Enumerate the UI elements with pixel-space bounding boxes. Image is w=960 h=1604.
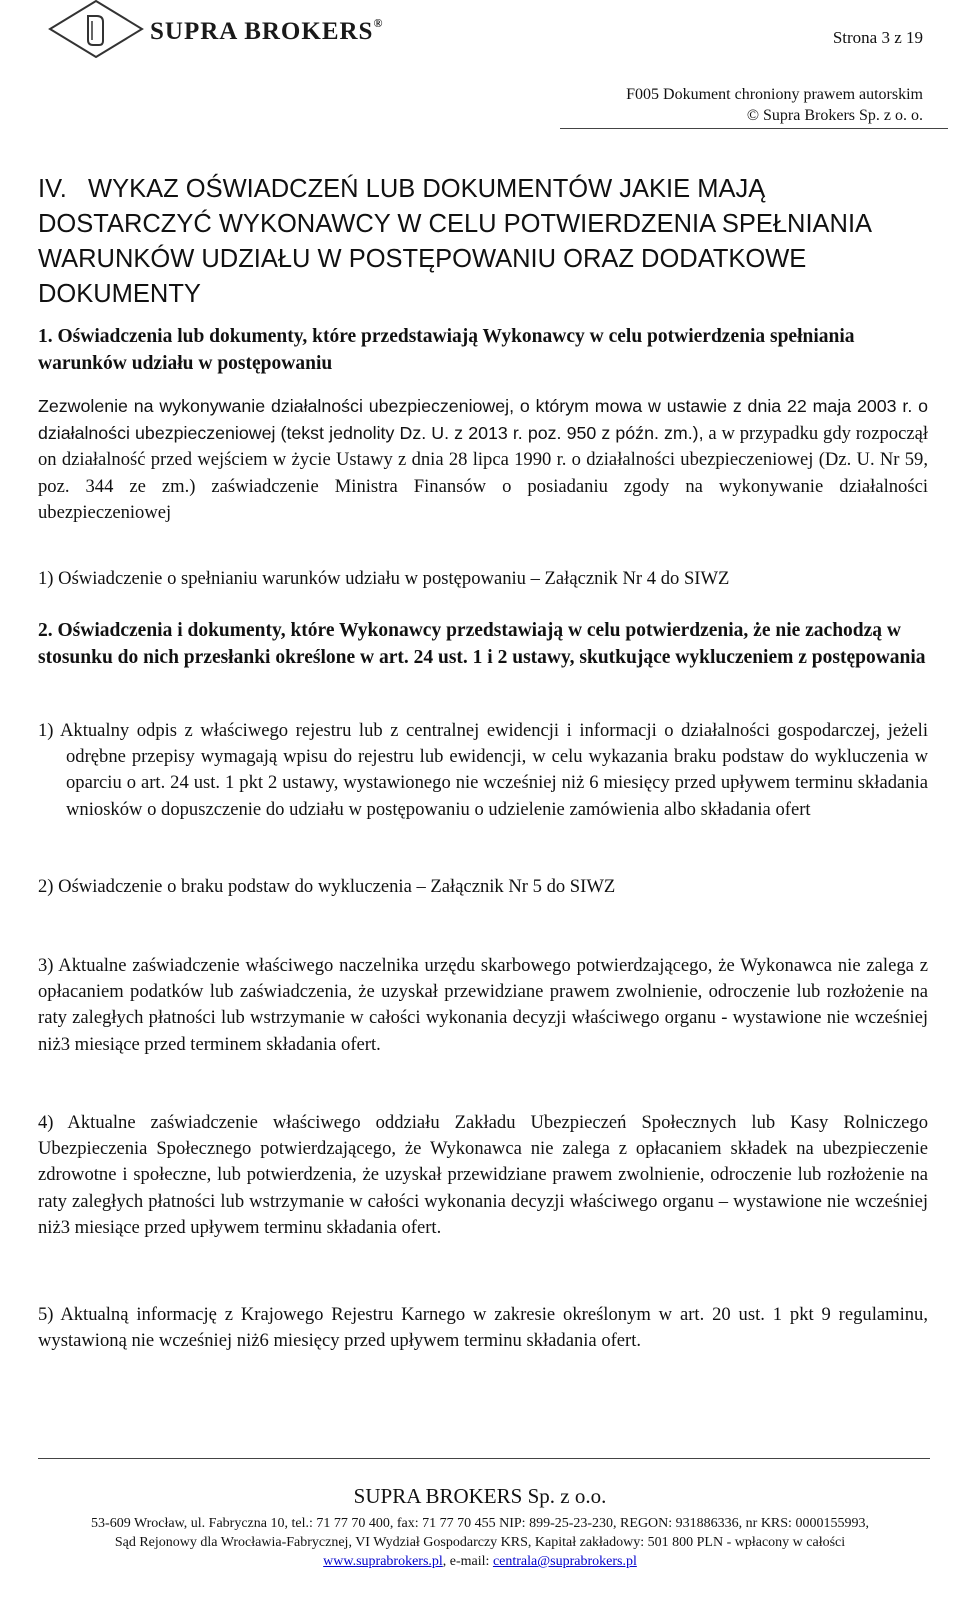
part1-heading: 1. Oświadczenia lub dokumenty, które przedstawiają Wykonawcy w celu potwierdzenia spełniania warunków udziału w postępowaniu xyxy=(38,326,855,374)
supra-brokers-logo xyxy=(48,0,144,58)
header-divider xyxy=(560,128,948,129)
brand-name: SUPRA BROKERS® xyxy=(150,16,384,45)
email-link[interactable]: centrala@suprabrokers.pl xyxy=(492,1554,637,1569)
copyright: © Supra Brokers Sp. z o. o. xyxy=(746,107,923,124)
section-title: IV. WYKAZ OŚWIADCZEŃ LUB DOKUMENTÓW JAKIE MAJĄ DOSTARCZYĆ WYKONAWCY W CELU POTWIERDZENIA SPEŁNIANIA WARUNKÓW UDZIAŁU W POSTĘPOWANIU ORAZ DODATKOWE DOKUMENTY xyxy=(38,175,871,308)
footer-contact: www.suprabrokers.pl, e-mail: centrala@suprabrokers.pl xyxy=(323,1554,637,1569)
footer-company: SUPRA BROKERS Sp. z o.o. xyxy=(353,1484,607,1508)
part2-item-1: 1) Aktualny odpis z właściwego rejestru lub z centralnej ewidencji i informacji o działalności gospodarczej, jeżeli odrębne przepisy wymagają wpisu do rejestru lub ewidencji, w celu wykazania braku podstaw do wykluczenia w oparciu o art. 24 ust. 1 pkt 2 ustawy, wystawionego nie wcześniej niż 6 miesięcy przed upływem terminu składania wniosków o dopuszczenie do udziału w postępowaniu o udzielenie zamówienia albo składania ofert xyxy=(38,720,928,820)
part2-item-2: 2) Oświadczenie o braku podstaw do wykluczenia – Załącznik Nr 5 do SIWZ xyxy=(38,876,616,897)
part2-heading: 2. Oświadczenia i dokumenty, które Wykonawcy przedstawiają w celu potwierdzenia, że nie zachodzą w stosunku do nich przesłanki określone w art. 24 ust. 1 i 2 ustawy, skutkujące wykluczeniem z postępowania xyxy=(38,620,926,668)
footer-divider xyxy=(38,1458,930,1459)
part1-item-1: 1) Oświadczenie o spełnianiu warunków udziału w postępowaniu – Załącznik Nr 4 do SIWZ xyxy=(38,568,730,589)
part2-item-3: 3) Aktualne zaświadczenie właściwego naczelnika urzędu skarbowego potwierdzającego, że Wykonawca nie zalega z opłacaniem podatków lub zaświadczenia, że uzyskał przewidziane prawem zwolnienie, odroczenie lub rozłożenie na raty zaległych płatności lub wstrzymanie w całości wykonania decyzji właściwego organu - wystawione nie wcześniej niż3 miesiące przed terminem składania ofert. xyxy=(38,955,928,1055)
part2-item-5: 5) Aktualną informację z Krajowego Rejestru Karnego w zakresie określonym w art. 20 ust. 1 pkt 9 regulaminu, wystawioną nie wcześniej niż6 miesięcy przed upływem terminu składania ofert. xyxy=(38,1304,928,1352)
footer-registry: Sąd Rejonowy dla Wrocławia-Fabrycznej, VI Wydział Gospodarczy KRS, Kapitał zakładowy: 501 800 PLN - wpłacony w całości xyxy=(114,1535,846,1550)
doc-code: F005 Dokument chroniony prawem autorskim xyxy=(626,86,923,103)
page-number: Strona 3 z 19 xyxy=(832,28,923,47)
document-notice xyxy=(626,84,923,126)
part2-item-4: 4) Aktualne zaświadczenie właściwego oddziału Zakładu Ubezpieczeń Społecznych lub Kasy Rolniczego Ubezpieczenia Społecznego potwierdzającego, że Wykonawca nie zalega z opłacaniem składek na ubezpieczenie zdrowotne i społeczne, lub potwierdzenia, że uzyskał przewidziane prawem zwolnienie, odroczenie lub rozłożenie na raty zaległych płatności lub wstrzymanie w całości wykonania decyzji właściwego organu – wystawione nie wcześniej niż3 miesiące przed upływem terminu składania ofert. xyxy=(38,1112,928,1238)
footer-address: 53-609 Wrocław, ul. Fabryczna 10, tel.: 71 77 70 400, fax: 71 77 70 455 NIP: 899-25-23-230, REGON: 931886336, nr KRS: 0000155993, xyxy=(91,1516,869,1531)
part1-paragraph: Zezwolenie na wykonywanie działalności ubezpieczeniowej, o którym mowa w ustawie z dnia 22 maja 2003 r. o działalności ubezpieczeniowej (tekst jednolity Dz. U. z 2013 r. poz. 950 z późn. zm.), a w przypadku gdy rozpoczął on działalność przed wejściem w życie Ustawy z dnia 28 lipca 1990 r. o działalności ubezpieczeniowej (Dz. U. Nr 59, poz. 344 ze zm.) zaświadczenie Ministra Finansów o posiadaniu zgody na wykonywanie działalności ubezpieczeniowej xyxy=(38,396,929,523)
website-link[interactable]: www.suprabrokers.pl xyxy=(323,1554,443,1569)
